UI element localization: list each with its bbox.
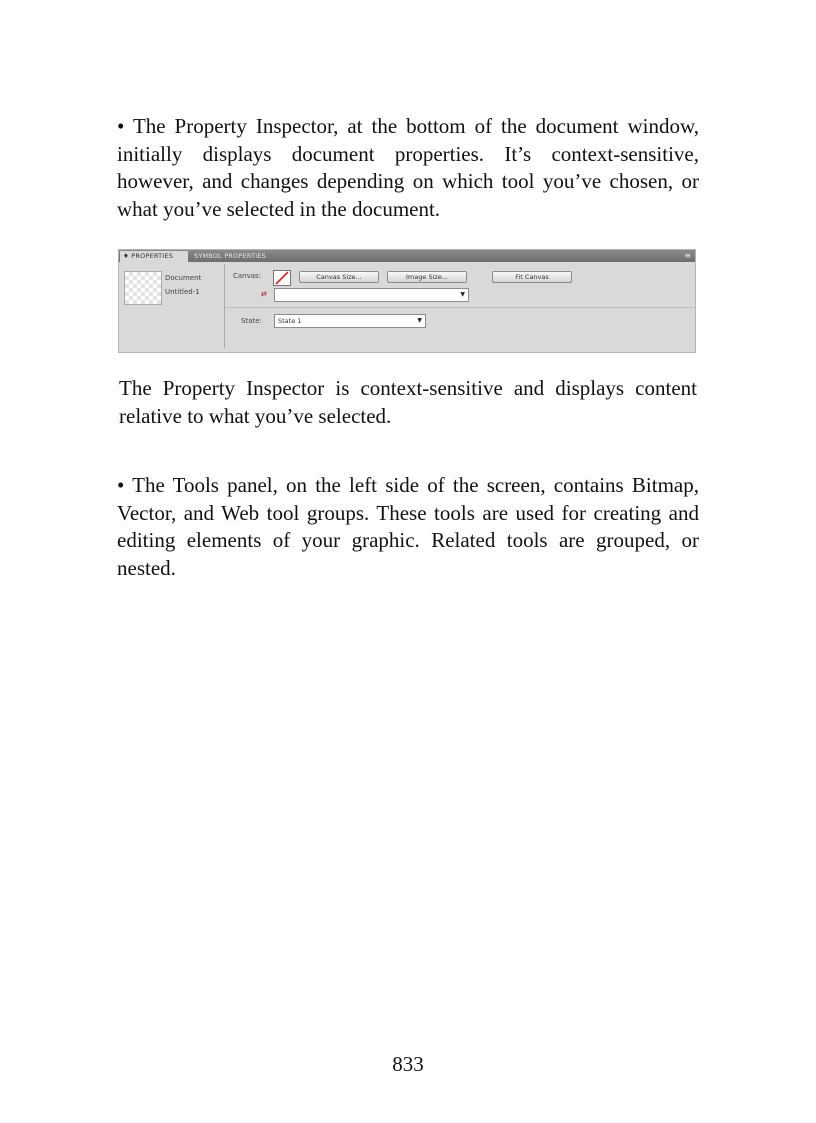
panel-menu-icon[interactable]: ≡ [684, 251, 691, 260]
property-inspector-figure [118, 249, 696, 353]
fit-canvas-button[interactable]: Fit Canvas [492, 271, 572, 283]
tools-paragraph: • The Tools panel, on the left side of the screen, contains Bitmap, Vector, and Web tool groups. These tools are used for creating and editing elements of your graphic. Related tools are grouped, or nested. [117, 473, 699, 580]
tab-properties[interactable]: ♦ PROPERTIES [120, 251, 188, 262]
section-divider [225, 307, 695, 308]
intro-paragraph: • The Property Inspector, at the bottom of the document window, initially displays document properties. It’s context-sensitive, however, and changes depending on which tool you’ve chosen, or what you’ve selected in the document. [117, 114, 699, 221]
no-color-slash-icon [274, 271, 290, 285]
panel-divider [224, 264, 225, 348]
canvas-color-swatch[interactable] [273, 270, 291, 286]
state-value: State 1 [278, 317, 302, 325]
state-label: State: [241, 317, 262, 325]
state-dropdown[interactable] [274, 314, 426, 328]
canvas-label: Canvas: [233, 272, 262, 280]
page-number: 833 [392, 1052, 424, 1076]
document-type-label: Document [165, 274, 202, 282]
tab-symbol-properties[interactable]: SYMBOL PROPERTIES [194, 252, 266, 260]
unnamed-dropdown[interactable] [274, 288, 469, 302]
chevron-down-icon: ▼ [417, 317, 422, 324]
swatch-link-icon: ⇄ [261, 290, 267, 298]
image-size-button[interactable]: Image Size... [387, 271, 467, 283]
figure-caption: The Property Inspector is context-sensitive and displays content relative to what you’ve selected. [119, 376, 697, 428]
document-name-label: Untitled-1 [165, 288, 200, 296]
chevron-down-icon: ▼ [460, 291, 465, 298]
canvas-size-button[interactable]: Canvas Size... [299, 271, 379, 283]
document-thumbnail [124, 271, 162, 305]
panel-tab-bar [119, 250, 695, 262]
